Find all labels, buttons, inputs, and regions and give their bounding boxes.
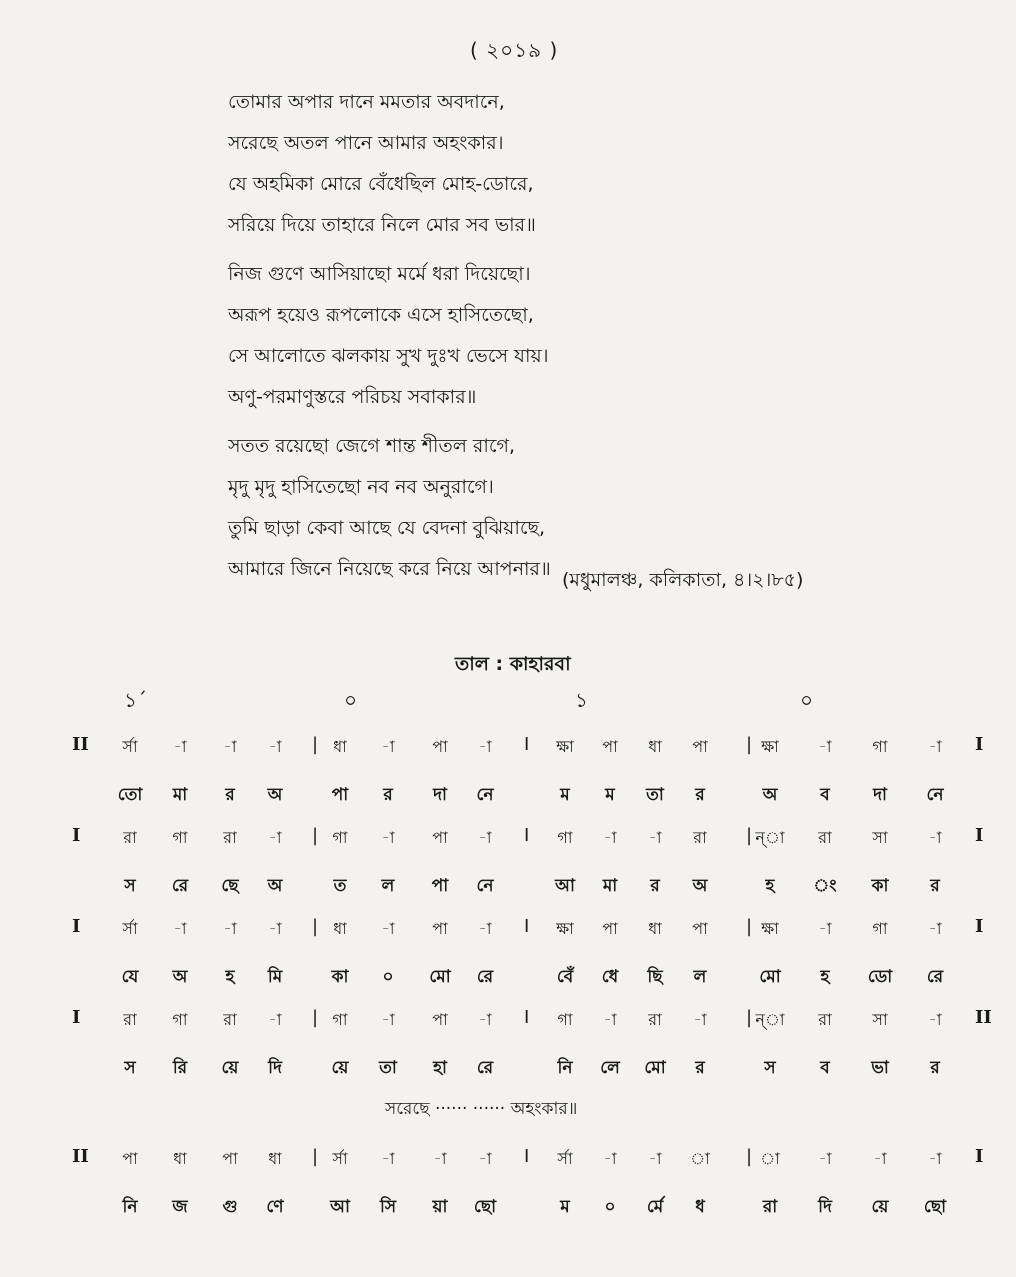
division-bar: | <box>746 825 753 846</box>
swara-note: গা <box>332 828 348 847</box>
swara-note: -া <box>173 737 187 756</box>
lyric-syllable: দা <box>873 785 887 805</box>
division-bar: | <box>312 916 319 937</box>
swara-note: র্সা <box>122 737 138 756</box>
page-number: ( ২০১৯ ) <box>470 38 559 62</box>
swara-note: গা <box>557 1010 573 1029</box>
lyric-syllable: র্মে <box>646 1197 664 1217</box>
swara-note: -া <box>223 919 237 938</box>
lyric-syllable: কা <box>331 967 349 987</box>
swara-note: ক্ষা <box>761 737 779 756</box>
lyric-syllable: জ <box>172 1197 188 1217</box>
swara-note: া <box>690 1149 710 1168</box>
bar-line-start: I <box>72 825 81 846</box>
poem-line: যে অহমিকা মোরে বেঁধেছিল মোহ-ডোরে, <box>228 173 534 195</box>
division-bar: | <box>746 734 753 755</box>
swara-note: ধা <box>333 737 347 756</box>
division-bar: | <box>312 734 319 755</box>
lyric-syllable: অ <box>692 876 708 896</box>
swara-note: -া <box>381 1010 395 1029</box>
swara-note: -া <box>173 919 187 938</box>
swara-note: ধা <box>648 737 662 756</box>
swara-note: রা <box>693 828 707 847</box>
tala-title: তাল : কাহারবা <box>455 653 571 675</box>
swara-note: গা <box>872 737 888 756</box>
swara-note: -া <box>268 828 282 847</box>
lyric-syllable: সি <box>379 1197 397 1217</box>
swara-note: রা <box>648 1010 662 1029</box>
swara-note: সা <box>872 828 888 847</box>
swara-note: -া <box>268 1010 282 1029</box>
lyric-syllable: র <box>383 785 393 805</box>
lyric-syllable: হ <box>820 967 830 987</box>
poem-line: তুমি ছাড়া কেবা আছে যে বেদনা বুঝিয়াছে, <box>228 517 546 539</box>
lyric-syllable: লে <box>600 1058 620 1078</box>
lyric-syllable: ছো <box>923 1197 947 1217</box>
poem-line: অরূপ হয়েও রূপলোকে এসে হাসিতেছো, <box>228 304 534 326</box>
poem-line: আমারে জিনে নিয়েছে করে নিয়ে আপনার॥ <box>228 558 551 580</box>
lyric-syllable: র <box>930 876 940 896</box>
lyric-syllable: মো <box>429 967 451 987</box>
lyric-syllable: ০ <box>382 967 394 987</box>
bar-line-start: II <box>72 734 89 755</box>
swara-row <box>0 1007 1016 1051</box>
swara-note: গা <box>872 919 888 938</box>
swara-note: -া <box>818 1149 832 1168</box>
lyric-syllable: র <box>225 785 235 805</box>
poem-line: সরিয়ে দিয়ে তাহারে নিলে মোর সব ভার॥ <box>228 214 536 236</box>
lyric-syllable: রি <box>172 1058 188 1078</box>
bar-line-end: I <box>975 916 984 937</box>
lyric-syllable: ধে <box>601 967 619 987</box>
poem-line: নিজ গুণে আসিয়াছো মর্মে ধরা দিয়েছো। <box>228 263 531 285</box>
lyric-syllable: ল <box>381 876 395 896</box>
swara-note: পা <box>222 1149 238 1168</box>
lyric-syllable: নে <box>926 785 944 805</box>
lyric-syllable: র <box>650 876 660 896</box>
division-bar: | <box>312 1146 319 1167</box>
division-bar: | <box>746 1007 753 1028</box>
lyric-syllable: ব <box>820 1058 830 1078</box>
lyric-syllable: র <box>930 1058 940 1078</box>
swara-note: পা <box>602 919 618 938</box>
division-bar: | <box>312 1007 319 1028</box>
swara-note: -া <box>603 828 617 847</box>
lyric-syllable: অ <box>267 785 283 805</box>
swara-note: া <box>760 1149 780 1168</box>
lyric-syllable: মো <box>644 1058 666 1078</box>
swara-row <box>0 734 1016 778</box>
lyric-syllable: য়া <box>432 1197 448 1217</box>
swara-note: -া <box>381 919 395 938</box>
bar-line-start: I <box>72 1007 81 1028</box>
swara-note: -া <box>693 1010 707 1029</box>
beat-mark: ০ <box>344 688 358 712</box>
bar-line-start: I <box>72 916 81 937</box>
swara-note: ক্ষা <box>556 919 574 938</box>
lyric-syllable: নে <box>476 785 494 805</box>
lyric-syllable: য়ে <box>331 1058 349 1078</box>
lyric-syllable: গু <box>222 1197 238 1217</box>
swara-note: -া <box>928 737 942 756</box>
lyric-syllable: ছো <box>473 1197 497 1217</box>
poem-line: তোমার অপার দানে মমতার অবদানে, <box>228 91 505 113</box>
swara-note: পা <box>432 828 448 847</box>
lyric-syllable: য়ে <box>871 1197 889 1217</box>
swara-note: -া <box>648 1149 662 1168</box>
swara-note: -া <box>478 828 492 847</box>
lyric-syllable: আ <box>555 876 575 896</box>
swara-note: রা <box>123 1010 137 1029</box>
swara-note: র্সা <box>332 1149 348 1168</box>
swara-note: ধা <box>268 1149 282 1168</box>
swara-note: -া <box>478 1149 492 1168</box>
lyric-syllable: অ <box>172 967 188 987</box>
lyric-syllable: বেঁ <box>556 967 574 987</box>
bar-line-end: I <box>975 1146 984 1167</box>
lyric-syllable: ল <box>693 967 707 987</box>
lyric-syllable: ভা <box>871 1058 889 1078</box>
lyrics-row <box>0 1055 1016 1099</box>
swara-note: -া <box>433 1149 447 1168</box>
beat-mark: ১ <box>575 688 588 712</box>
swara-note: -া <box>381 737 395 756</box>
lyric-syllable: হ <box>225 967 235 987</box>
swara-note: পা <box>432 919 448 938</box>
lyric-syllable: রে <box>476 1058 494 1078</box>
swara-note: -া <box>818 919 832 938</box>
stanza <box>228 82 928 246</box>
lyric-syllable: স <box>124 1058 136 1078</box>
swara-note: ধা <box>648 919 662 938</box>
lyric-syllable: রা <box>762 1197 778 1217</box>
lyric-syllable: তা <box>646 785 664 805</box>
lyric-syllable: স <box>124 876 136 896</box>
swara-note: -া <box>873 1149 887 1168</box>
swara-note: ক্ষা <box>761 919 779 938</box>
swara-note: রা <box>123 828 137 847</box>
poem-line: মৃদু মৃদু হাসিতেছো নব নব অনুরাগে। <box>228 476 494 498</box>
lyric-syllable: আ <box>330 1197 350 1217</box>
division-bar: | <box>312 825 319 846</box>
poem <box>228 82 928 598</box>
lyric-syllable: নি <box>557 1058 573 1078</box>
swara-note: -া <box>928 1010 942 1029</box>
swara-note: -া <box>928 1149 942 1168</box>
poem-line: সরেছে অতল পানে আমার অহংকার। <box>228 132 504 154</box>
swara-row <box>0 825 1016 869</box>
swara-note: ধা <box>333 919 347 938</box>
swara-note: রা <box>818 828 832 847</box>
bar-line-end: I <box>975 734 984 755</box>
lyrics-row <box>0 873 1016 917</box>
swara-note: -া <box>381 1149 395 1168</box>
swara-note: -া <box>478 737 492 756</box>
division-bar: I <box>524 1007 530 1028</box>
lyric-syllable: র <box>695 1058 705 1078</box>
swara-note: ক্ষা <box>556 737 574 756</box>
lyric-syllable: ছি <box>647 967 663 987</box>
lyric-syllable: ধ <box>695 1197 705 1217</box>
swara-note: পা <box>602 737 618 756</box>
division-bar: I <box>524 1146 530 1167</box>
poem-line: অণু-পরমাণুস্তরে পরিচয় সবাকার॥ <box>228 386 477 408</box>
bar-line-end: I <box>975 825 984 846</box>
lyric-syllable: অ <box>267 876 283 896</box>
swara-note: -া <box>478 1010 492 1029</box>
lyric-syllable: মা <box>172 785 188 805</box>
swara-note: রা <box>818 1010 832 1029</box>
swara-note: -া <box>381 828 395 847</box>
lyric-syllable: ০ <box>604 1197 616 1217</box>
beat-mark: ০ <box>800 688 814 712</box>
swara-row <box>0 1146 1016 1190</box>
lyric-syllable: কা <box>871 876 889 896</box>
lyric-syllable: পা <box>431 876 449 896</box>
division-bar: I <box>524 916 530 937</box>
division-bar: I <box>524 825 530 846</box>
stanza <box>228 254 928 418</box>
poem-line: সে আলোতে ঝলকায় সুখ দুঃখ ভেসে যায়। <box>228 345 549 367</box>
swara-note: র্সা <box>557 1149 573 1168</box>
lyric-syllable: মি <box>267 967 283 987</box>
poem-source: (মধুমালঞ্চ, কলিকাতা, ৪।২।৮৫) <box>562 569 804 591</box>
swara-note: -া <box>818 737 832 756</box>
swara-note: র্সা <box>122 919 138 938</box>
swara-note: পা <box>432 1010 448 1029</box>
lyric-syllable: অ <box>762 785 778 805</box>
lyrics-row <box>0 782 1016 826</box>
swara-note: -া <box>648 828 662 847</box>
lyric-syllable: তো <box>117 785 143 805</box>
swara-note: -া <box>478 919 492 938</box>
lyric-syllable: হা <box>433 1058 447 1078</box>
division-bar: | <box>746 916 753 937</box>
lyric-syllable: হ <box>765 876 775 896</box>
lyric-syllable: ব <box>820 785 830 805</box>
swara-note: সা <box>872 1010 888 1029</box>
swara-note: ধা <box>173 1149 187 1168</box>
swara-note: গা <box>172 828 188 847</box>
lyric-syllable: স <box>764 1058 776 1078</box>
lyric-syllable: ম <box>560 1197 570 1217</box>
swara-note: ন্‌া <box>755 828 785 847</box>
lyric-syllable: র <box>695 785 705 805</box>
lyric-syllable: ম <box>605 785 615 805</box>
swara-note: পা <box>692 919 708 938</box>
lyric-syllable: পা <box>331 785 349 805</box>
division-bar: I <box>524 734 530 755</box>
poem-line: সতত রয়েছো জেগে শান্ত শীতল রাগে, <box>228 435 516 457</box>
lyric-syllable: যে <box>121 967 139 987</box>
swara-note: পা <box>692 737 708 756</box>
lyric-syllable: রে <box>476 967 494 987</box>
lyric-syllable: ছে <box>221 876 239 896</box>
swara-note: গা <box>332 1010 348 1029</box>
lyric-syllable: য়ে <box>221 1058 239 1078</box>
lyric-syllable: রে <box>926 967 944 987</box>
lyric-syllable: দি <box>268 1058 282 1078</box>
lyric-syllable: ং <box>813 876 837 896</box>
lyric-syllable: ণে <box>266 1197 284 1217</box>
lyric-syllable: দা <box>433 785 447 805</box>
lyric-syllable: রে <box>171 876 189 896</box>
swara-note: গা <box>557 828 573 847</box>
lyric-syllable: ম <box>560 785 570 805</box>
abbreviation-line: সরেছে ······ ······ অহংকার॥ <box>385 1099 578 1119</box>
swara-note: রা <box>223 828 237 847</box>
lyrics-row <box>0 964 1016 1008</box>
lyric-syllable: নে <box>476 876 494 896</box>
swara-note: -া <box>603 1010 617 1029</box>
bar-line-start: II <box>72 1146 89 1167</box>
swara-note: গা <box>172 1010 188 1029</box>
swara-note: -া <box>268 737 282 756</box>
bar-line-end: II <box>975 1007 992 1028</box>
swara-note: রা <box>223 1010 237 1029</box>
swara-note: -া <box>223 737 237 756</box>
lyric-syllable: ত <box>333 876 347 896</box>
beat-mark: ১´ <box>124 688 147 712</box>
swara-note: পা <box>432 737 448 756</box>
division-bar: | <box>746 1146 753 1167</box>
swara-note: পা <box>122 1149 138 1168</box>
lyric-syllable: নি <box>122 1197 138 1217</box>
swara-note: -া <box>268 919 282 938</box>
lyric-syllable: দি <box>818 1197 832 1217</box>
swara-row <box>0 916 1016 960</box>
swara-note: -া <box>603 1149 617 1168</box>
lyrics-row <box>0 1194 1016 1238</box>
lyric-syllable: ডো <box>867 967 893 987</box>
lyric-syllable: তা <box>379 1058 397 1078</box>
swara-note: -া <box>928 828 942 847</box>
swara-note: ন্‌া <box>755 1010 785 1029</box>
lyric-syllable: মো <box>759 967 781 987</box>
lyric-syllable: মা <box>602 876 618 896</box>
swara-note: -া <box>928 919 942 938</box>
